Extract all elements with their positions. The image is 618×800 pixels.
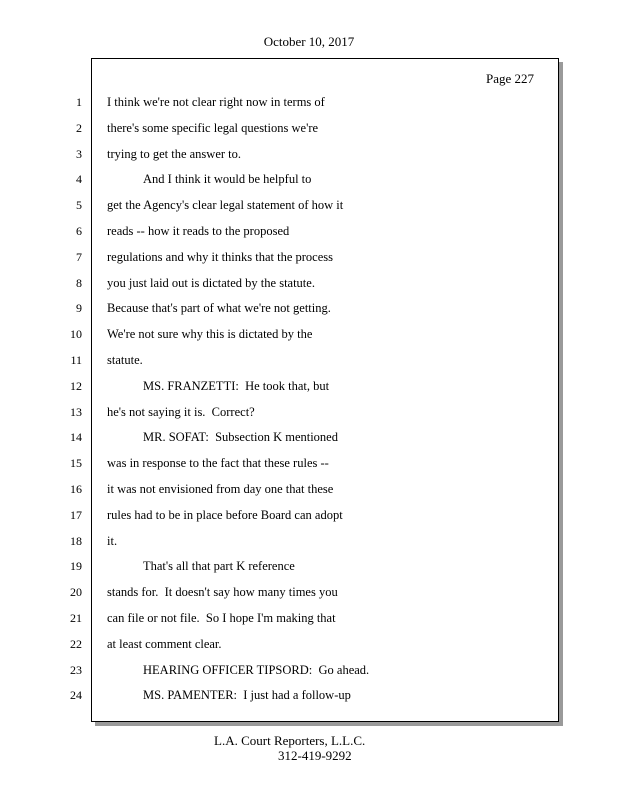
line-number: 6	[76, 223, 82, 238]
line-number: 14	[70, 430, 82, 445]
transcript-line: We're not sure why this is dictated by the	[107, 327, 313, 342]
transcript-text	[107, 90, 547, 709]
line-number: 8	[76, 275, 82, 290]
line-number: 4	[76, 172, 82, 187]
footer-firm-name: L.A. Court Reporters, L.L.C.	[214, 733, 366, 748]
line-number: 10	[70, 327, 82, 342]
transcript-line: regulations and why it thinks that the process	[107, 249, 334, 264]
transcript-line: he's not saying it is. Correct?	[107, 404, 255, 419]
transcript-line: MR. SOFAT: Subsection K mentioned	[143, 430, 338, 445]
line-number-column	[60, 90, 82, 709]
page-number: Page 227	[485, 71, 534, 86]
line-number: 1	[76, 95, 82, 109]
line-number: 5	[76, 198, 82, 213]
line-number: 2	[76, 120, 82, 135]
transcript-line: stands for. It doesn't say how many times you	[107, 585, 338, 600]
transcript-line: trying to get the answer to.	[107, 146, 241, 161]
transcript-line: it was not envisioned from day one that these	[107, 481, 334, 496]
transcript-line: there's some specific legal questions we're	[107, 120, 319, 135]
transcript-line: HEARING OFFICER TIPSORD: Go ahead.	[143, 662, 370, 677]
header-date: October 10, 2017	[263, 34, 355, 49]
transcript-line: reads -- how it reads to the proposed	[107, 223, 290, 238]
transcript-line: you just laid out is dictated by the statute.	[107, 275, 315, 290]
transcript-line: rules had to be in place before Board can adopt	[107, 507, 343, 522]
line-number: 17	[70, 507, 82, 522]
line-number: 7	[76, 249, 82, 264]
line-number: 9	[76, 301, 82, 316]
line-number: 22	[70, 636, 82, 651]
line-number: 23	[70, 662, 82, 677]
transcript-line: get the Agency's clear legal statement of how it	[107, 198, 344, 213]
line-number: 12	[70, 378, 82, 393]
line-number: 19	[70, 559, 82, 574]
transcript-line: Because that's part of what we're not getting.	[107, 301, 331, 316]
transcript-line: I think we're not clear right now in terms of	[107, 95, 325, 109]
line-number: 15	[70, 456, 82, 471]
line-number: 21	[70, 610, 82, 625]
footer-phone: 312-419-9292	[278, 748, 352, 763]
transcript-line: And I think it would be helpful to	[143, 172, 312, 187]
line-number: 24	[70, 688, 82, 703]
transcript-line: MS. PAMENTER: I just had a follow-up	[143, 688, 351, 703]
line-number: 3	[76, 146, 82, 161]
line-number: 13	[70, 404, 82, 419]
line-number: 16	[70, 481, 82, 496]
transcript-line: statute.	[107, 352, 143, 367]
transcript-line: MS. FRANZETTI: He took that, but	[143, 378, 330, 393]
transcript-line: at least comment clear.	[107, 636, 222, 651]
line-number: 20	[70, 585, 82, 600]
transcript-line: was in response to the fact that these rules --	[107, 456, 329, 471]
transcript-line: can file or not file. So I hope I'm making that	[107, 610, 336, 625]
line-number: 11	[70, 352, 82, 367]
line-number: 18	[70, 533, 82, 548]
transcript-line: it.	[107, 533, 118, 548]
transcript-line: That's all that part K reference	[143, 559, 295, 574]
